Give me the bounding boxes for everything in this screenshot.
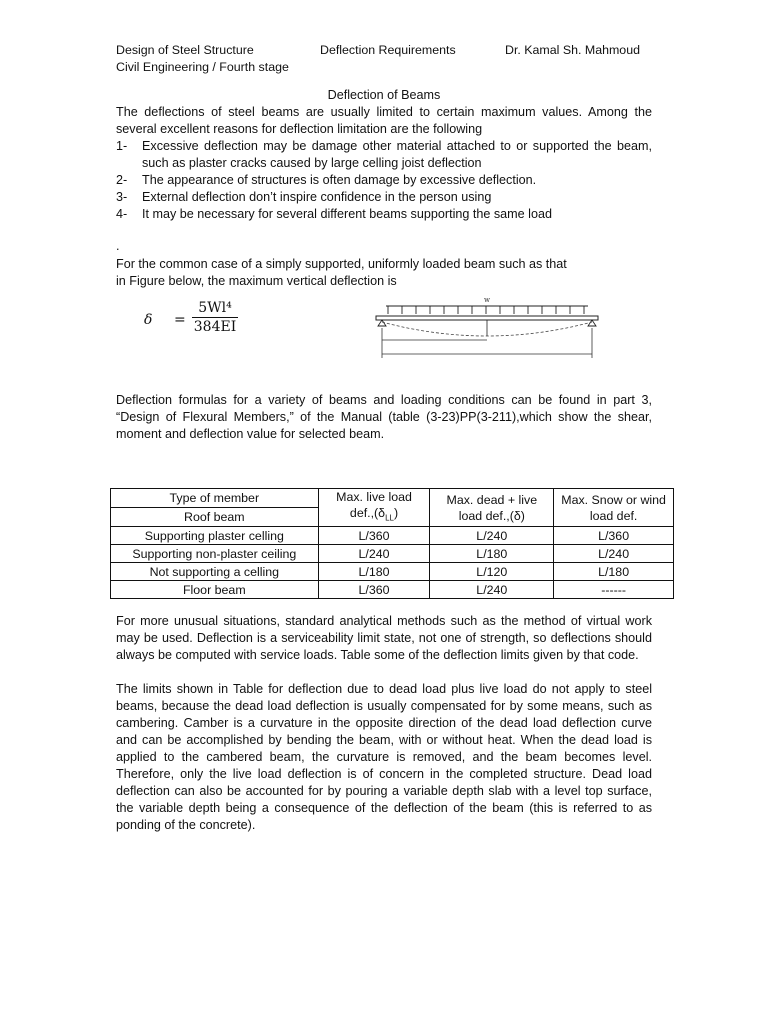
formula-equals: = [174, 312, 186, 328]
right-support [588, 320, 596, 326]
header-cell-dead: Max. dead + live load def.,(δ) [430, 489, 554, 527]
limits-paragraph: The limits shown in Table for deflection due to dead load plus live load do not apply to steel beams, because the dead load deflection is usually compensated for by some means, such as cambering. Camber is a curvature in the opposite direction of the dead load deflection curve and can be accomplished by bending the beam, with or without heat. When the dead load is applied to the cambered beam, the curvature is removed, and the beam becomes level. Therefore, only the live load deflection is of concern in the completed structure. Dead load deflection can also be accounted for by pouring a variable depth slab with a level top surface, the variable depth being a consequence of the deflection of the beam (this is referred to as ponding of the concrete). [116, 682, 652, 832]
header-cell-type: Type of member [111, 489, 319, 508]
case-line-2: in Figure below, the maximum vertical deflection is [116, 274, 397, 288]
list-item [116, 206, 652, 223]
table-row [111, 563, 674, 581]
cell-snow: ------ [554, 581, 674, 599]
header-live-text: Max. live load def.,(δ [336, 490, 412, 520]
list-text: It may be necessary for several different beams supporting the same load [142, 207, 552, 221]
table-row [111, 545, 674, 563]
header-author: Dr. Kamal Sh. Mahmoud [505, 43, 640, 57]
table-row [111, 489, 674, 508]
header-stage: Civil Engineering / Fourth stage [116, 60, 289, 74]
formulas-paragraph: Deflection formulas for a variety of beams and loading conditions can be found in part 3, “Design of Flexural Members,” of the Manual (table (3-23)PP(3-211),which show the shear, moment and deflection value for selected beam. [116, 393, 652, 441]
reasons-list [116, 138, 652, 223]
header-live-sub: LL [385, 513, 394, 523]
cell-live: L/180 [318, 563, 430, 581]
list-number: 3- [116, 190, 128, 204]
header-cell-snow: Max. Snow or wind load def. [554, 489, 674, 527]
cell-dead: L/240 [430, 527, 554, 545]
list-number: 2- [116, 173, 128, 187]
header-topic: Deflection Requirements [320, 43, 456, 57]
formula-delta: δ [144, 312, 153, 328]
subheader-cell: Roof beam [111, 508, 319, 527]
header-course: Design of Steel Structure [116, 43, 254, 57]
cell-dead: L/120 [430, 563, 554, 581]
list-item [116, 189, 652, 206]
case-line-1: For the common case of a simply supported, uniformly loaded beam such as that [116, 257, 567, 271]
header-live-close: ) [393, 506, 399, 520]
cell-dead: L/180 [430, 545, 554, 563]
list-item [116, 172, 652, 189]
list-number: 4- [116, 207, 128, 221]
table-row [111, 581, 674, 599]
cell-live: L/360 [318, 527, 430, 545]
formula-numerator: 5Wl⁴ [192, 300, 238, 318]
cell-live: L/240 [318, 545, 430, 563]
list-text: The appearance of structures is often damage by excessive deflection. [142, 173, 537, 187]
list-text: External deflection don’t inspire confidence in the person using [142, 190, 492, 204]
cell-type: Floor beam [111, 581, 319, 599]
cell-dead: L/240 [430, 581, 554, 599]
cell-live: L/360 [318, 581, 430, 599]
load-arrows [388, 306, 584, 314]
page-title: Deflection of Beams [327, 88, 441, 102]
cell-snow: L/360 [554, 527, 674, 545]
cell-type: Supporting plaster celling [111, 527, 319, 545]
list-number: 1- [116, 139, 128, 153]
list-item [116, 138, 652, 172]
load-label: w [484, 296, 490, 304]
list-text: Excessive deflection may be damage other material attached to or supported the beam, such as plaster cracks caused by large celling joist deflection [142, 139, 652, 170]
stray-dot: . [116, 239, 120, 253]
formula-fraction [192, 300, 238, 335]
unusual-paragraph: For more unusual situations, standard analytical methods such as the method of virtual work may be used. Deflection is a serviceability limit state, not one of strength, so deflections should always be computed with service loads. Table some of the deflection limits given by that code. [116, 614, 652, 662]
cell-snow: L/240 [554, 545, 674, 563]
cell-snow: L/180 [554, 563, 674, 581]
intro-paragraph: The deflections of steel beams are usually limited to certain maximum values. Among the several excellent reasons for deflection limitation are the following [116, 105, 652, 136]
table-row [111, 527, 674, 545]
beam [376, 316, 598, 320]
cell-type: Not supporting a celling [111, 563, 319, 581]
cell-type: Supporting non-plaster ceiling [111, 545, 319, 563]
deflection-limits-table [110, 488, 674, 599]
formula-denominator: 384EI [193, 319, 237, 335]
header-cell-live [318, 489, 430, 527]
beam-figure [368, 292, 604, 360]
